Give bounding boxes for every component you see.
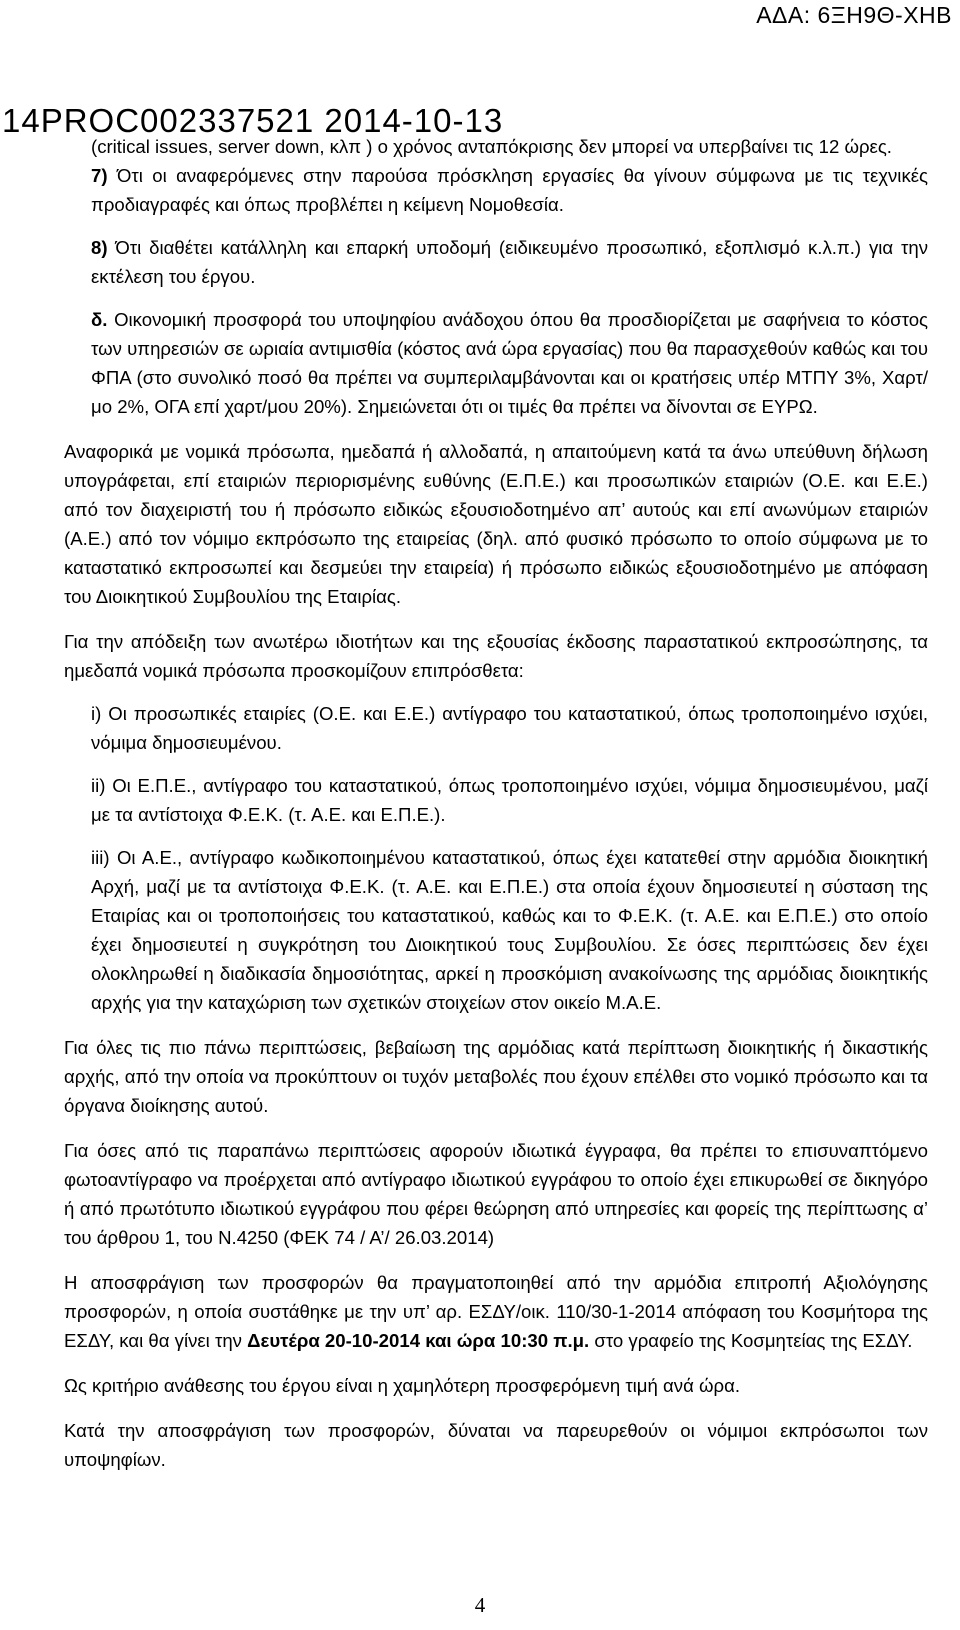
section-delta (64, 305, 928, 421)
document-id: 14PROC002337521 2014-10-13 (2, 102, 504, 139)
item-6-continuation: (critical issues, server down, κλπ ) ο χρόνος ανταπόκρισης δεν μπορεί να υπερβαίνει τις 12 ώρες. (91, 136, 892, 157)
document-body (64, 132, 928, 1474)
proof-item-iii: iii) Οι Α.Ε., αντίγραφο κωδικοποιημένου καταστατικού, όπως έχει κατατεθεί στην αρμόδια διοικητική Αρχή, μαζί με τα αντίστοιχα Φ.Ε.Κ. (τ. Α.Ε. και Ε.Π.Ε.) στα οποία έχουν δημοσιευτεί η σύσταση της Εταιρίας και οι τροποποιήσεις του καταστατικού, καθώς και το Φ.Ε.Κ. (τ. Α.Ε. και Ε.Π.Ε.) στο οποίο έχει δημοσιευτεί η συγκρότηση του Διοικητικού τους Συμβουλίου. Σε όσες περιπτώσεις δεν έχει ολοκληρωθεί η διαδικασία δημοσιότητας, αρκεί η προσκόμιση ανακοίνωσης της αρμόδιας διοικητικής αρχής για την καταχώριση των σχετικών στοιχείων στον οικείο Μ.Α.Ε. (91, 847, 928, 1013)
representatives-paragraph: Κατά την αποσφράγιση των προσφορών, δύναται να παρευρεθούν οι νόμιμοι εκπρόσωποι των υποψηφίων. (64, 1420, 928, 1470)
legal-entities-paragraph: Αναφορικά με νομικά πρόσωπα, ημεδαπά ή αλλοδαπά, η απαιτούμενη κατά τα άνω υπεύθυνη δήλωση υπογράφεται, επί εταιριών περιορισμένης ευθύνης (Ε.Π.Ε.) και προσωπικών εταιριών (Ο.Ε. και Ε.Ε.) από τον διαχειριστή του ή πρόσωπο ειδικώς εξουσιοδοτημένο απ’ αυτούς και επί ανωνύμων εταιριών (Α.Ε.) από τον νόμιμο εκπρόσωπο της εταιρείας (δηλ. από φυσικό πρόσωπο το οποίο σύμφωνα με το καταστατικό εκπροσωπεί και δεσμεύει την εταιρεία) ή πρόσωπο ειδικώς εξουσιοδοτημένο με απόφαση του Διοικητικού Συμβουλίου της Εταιρίας. (64, 441, 928, 607)
all-cases-paragraph: Για όλες τις πιο πάνω περιπτώσεις, βεβαίωση της αρμόδιας κατά περίπτωση διοικητικής ή δικαστικής αρχής, από την οποία να προκύπτουν οι τυχόν μεταβολές που έχουν επέλθει στο νομικό πρόσωπο και τα όργανα διοίκησης αυτού. (64, 1037, 928, 1116)
award-criterion-paragraph: Ως κριτήριο ανάθεσης του έργου είναι η χαμηλότερη προσφερόμενη τιμή ανά ώρα. (64, 1375, 741, 1396)
section-delta-label: δ. (91, 309, 108, 330)
item-7 (64, 161, 928, 219)
opening-text-1: Η αποσφράγιση των προσφορών θα πραγματοποιηθεί από την αρμόδια επιτροπή Αξιολόγησης προσφορών, η οποία συστάθηκε με την υπ’ αρ. ΕΣΔΥ/οικ. 110/30-1-2014 απόφαση του Κοσμήτορα της ΕΣΔΥ, και θα γίνει την (64, 1272, 928, 1351)
ada-code: ΑΔΑ: 6ΞΗ9Θ-ΧΗΒ (756, 2, 952, 28)
opening-date-time: Δευτέρα 20-10-2014 και ώρα 10:30 π.μ. (247, 1330, 590, 1351)
proof-intro-paragraph: Για την απόδειξη των ανωτέρω ιδιοτήτων και της εξουσίας έκδοσης παραστατικού εκπροσώπησης, τα ημεδαπά νομικά πρόσωπα προσκομίζουν επιπρόσθετα: (64, 631, 928, 681)
item-7-number: 7) (91, 165, 108, 186)
proof-item-i: i) Οι προσωπικές εταιρίες (Ο.Ε. και Ε.Ε.) αντίγραφο του καταστατικού, όπως τροποποιημένο ισχύει, νόμιμα δημοσιευμένου. (91, 703, 928, 753)
section-delta-text: Οικονομική προσφορά του υποψηφίου ανάδοχου όπου θα προσδιορίζεται με σαφήνεια το κόστος των υπηρεσιών σε ωριαία αντιμισθία (κόστος ανά ώρα εργασίας) που θα παρασχεθούν καθώς και του ΦΠΑ (στο συνολικό ποσό θα πρέπει να συμπεριλαμβάνονται και οι κρατήσεις υπέρ ΜΤΠΥ 3%, Χαρτ/μο 2%, ΟΓΑ επί χαρτ/μου 20%). Σημειώνεται ότι οι τιμές θα πρέπει να δίνονται σε ΕΥΡΩ. (91, 309, 928, 417)
item-8-number: 8) (91, 237, 108, 258)
proof-item-ii: ii) Οι Ε.Π.Ε., αντίγραφο του καταστατικού, όπως τροποποιημένο ισχύει, νόμιμα δημοσιευμένου, μαζί με τα αντίστοιχα Φ.Ε.Κ. (τ. Α.Ε. και Ε.Π.Ε.). (91, 775, 928, 825)
opening-paragraph (64, 1268, 928, 1355)
item-8-text: Ότι διαθέτει κατάλληλη και επαρκή υποδομή (ειδικευμένο προσωπικό, εξοπλισμό κ.λ.π.) για την εκτέλεση του έργου. (91, 237, 928, 287)
item-8 (64, 233, 928, 291)
page-number: 4 (474, 1593, 486, 1617)
private-documents-paragraph: Για όσες από τις παραπάνω περιπτώσεις αφορούν ιδιωτικά έγγραφα, θα πρέπει το επισυναπτόμενο φωτοαντίγραφο να προέρχεται από αντίγραφο ιδιωτικού εγγράφου το οποίο έχει επικυρωθεί σε δικηγόρο ή από πρωτότυπο ιδιωτικού εγγράφου που φέρει θεώρηση από υπηρεσίες και φορείς της περίπτωσης α’ του άρθρου 1, του Ν.4250 (ΦΕΚ 74 / Α’/ 26.03.2014) (64, 1140, 928, 1248)
opening-text-2: στο γραφείο της Κοσμητείας της ΕΣΔΥ. (589, 1330, 913, 1351)
item-7-text: Ότι οι αναφερόμενες στην παρούσα πρόσκληση εργασίες θα γίνουν σύμφωνα με τις τεχνικές προδιαγραφές και όπως προβλέπει η κείμενη Νομοθεσία. (91, 165, 928, 215)
